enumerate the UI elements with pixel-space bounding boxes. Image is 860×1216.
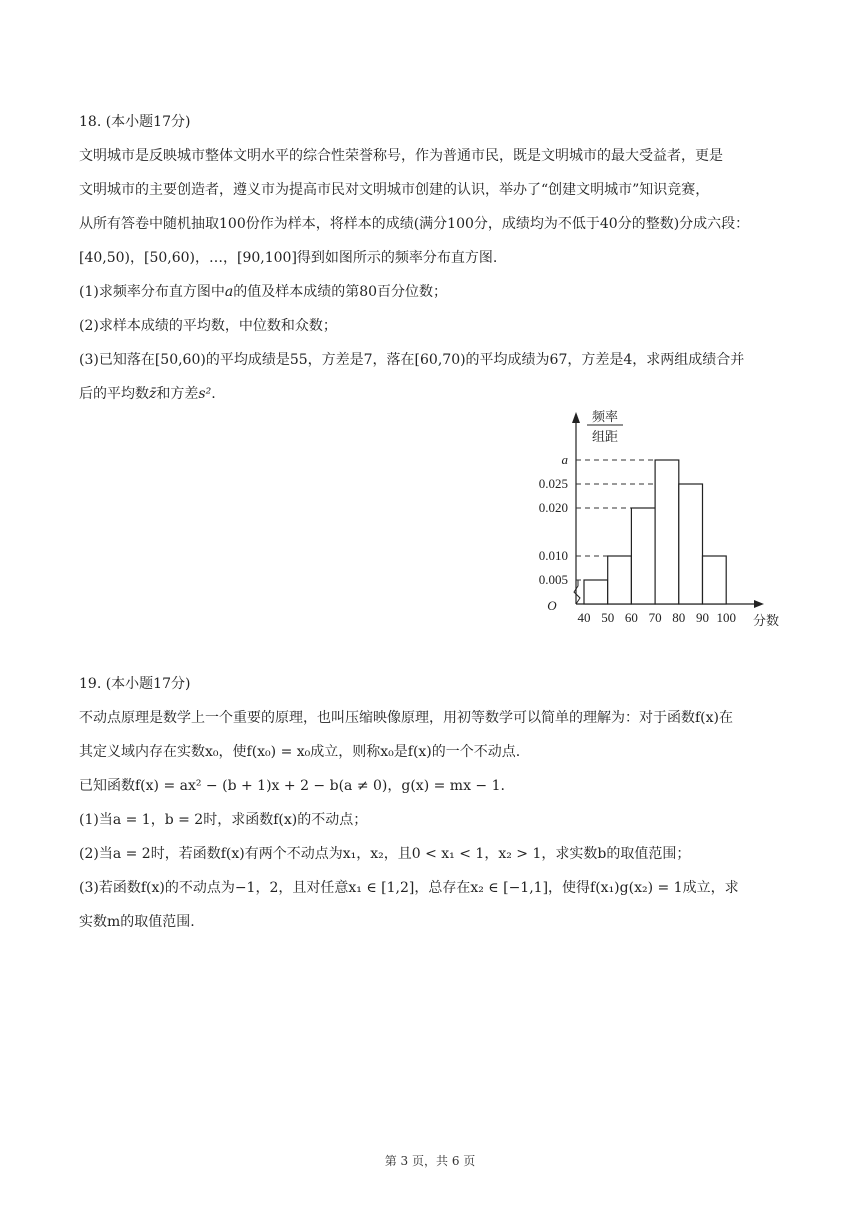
histogram-bar-70-80 <box>655 460 679 604</box>
histogram-bar-80-90 <box>679 484 703 604</box>
q18-paragraph-line-2: 文明城市的主要创造者，遵义市为提高市民对文明城市创建的认识，举办了“创建文明城市”知识竞赛， <box>79 182 710 198</box>
x-tick-label-50: 50 <box>601 610 615 625</box>
y-tick-label-5: a <box>561 452 568 467</box>
q18-s3-text-c: 和方差 <box>156 386 199 402</box>
q18-s3-text-b: 后的平均数 <box>79 386 149 402</box>
x-tick-label-90: 90 <box>696 610 709 625</box>
q18-paragraph-line-3: 从所有答卷中随机抽取100份作为样本，将样本的成绩(满分100分，成绩均为不低于40分的整数)分成六段： <box>79 216 750 232</box>
x-axis-arrow <box>754 600 764 608</box>
q19-paragraph-line-1: 不动点原理是数学上一个重要的原理，也叫压缩映像原理，用初等数学可以简单的理解为：对于函数f(x)在 <box>79 710 733 726</box>
histogram-bar-50-60 <box>608 556 632 604</box>
q18-s3-text-d: . <box>211 386 216 402</box>
q18-paragraph-line-4: [40,50)，[50,60)，…，[90,100]得到如图所示的频率分布直方图. <box>79 250 498 266</box>
q19-subquestion-3-line-2: 实数m的取值范围. <box>79 914 195 930</box>
y-label-bottom: 组距 <box>591 429 619 444</box>
y-tick-label-3: 0.020 <box>538 500 568 515</box>
y-axis-arrow <box>572 412 580 423</box>
frequency-histogram <box>512 400 792 640</box>
histogram-bar-60-70 <box>631 508 655 604</box>
q18-subquestion-2: (2)求样本成绩的平均数，中位数和众数； <box>79 318 337 334</box>
x-tick-label-80: 80 <box>672 610 686 625</box>
y-tick-label-2: 0.010 <box>538 548 568 563</box>
y-label-top: 频率 <box>591 409 619 424</box>
origin-label: O <box>547 598 557 613</box>
q18-s1-variable: a <box>224 284 234 300</box>
q18-s1-text-b: 的值及样本成绩的第80百分位数； <box>233 284 448 300</box>
page-number-footer: 第 3 页，共 6 页 <box>384 1154 476 1168</box>
x-tick-label-40: 40 <box>577 610 591 625</box>
q18-subquestion-3-line-2 <box>79 384 216 404</box>
x-tick-label-60: 60 <box>624 610 638 625</box>
q18-s1-text-a: (1)求频率分布直方图中 <box>79 284 225 300</box>
q18-paragraph-line-1: 文明城市是反映城市整体文明水平的综合性荣誉称号，作为普通市民，既是文明城市的最大受益者，更是 <box>79 148 723 164</box>
q18-subquestion-3-line-1: (3)已知落在[50,60)的平均成绩是55，方差是7，落在[60,70)的平均成绩为67，方差是4，求两组成绩合并 <box>79 352 745 368</box>
y-tick-label-4: 0.025 <box>538 476 568 491</box>
q18-s3-zbar: z̄ <box>149 386 157 402</box>
q19-subquestion-2: (2)当a = 2时，若函数f(x)有两个不动点为x₁，x₂，且0 < x₁ < 1，x₂ > 1，求实数b的取值范围； <box>79 846 691 862</box>
x-tick-label-100: 100 <box>716 610 736 625</box>
x-axis-label: 分数 <box>752 613 780 628</box>
y-tick-label-1: 0.005 <box>538 572 568 587</box>
q19-subquestion-1: (1)当a = 1，b = 2时，求函数f(x)的不动点； <box>79 812 368 828</box>
q18-subquestion-1 <box>79 282 447 302</box>
histogram-bar-90-100 <box>703 556 727 604</box>
histogram-bar-40-50 <box>584 580 608 604</box>
q18-s3-s-squared: s² <box>198 386 212 402</box>
axis-break-mark <box>574 580 580 604</box>
q18-heading: 18. (本小题17分) <box>79 114 191 130</box>
q19-heading: 19. (本小题17分) <box>79 676 191 692</box>
x-tick-label-70: 70 <box>648 610 662 625</box>
q19-subquestion-3-line-1: (3)若函数f(x)的不动点为−1，2，且对任意x₁ ∈ [1,2]，总存在x₂ ∈ [−1,1]，使得f(x₁)g(x₂) = 1成立，求 <box>79 880 739 896</box>
q19-paragraph-line-2: 其定义域内存在实数x₀，使f(x₀) = x₀成立，则称x₀是f(x)的一个不动点. <box>79 744 521 760</box>
q19-function-definition: 已知函数f(x) = ax² − (b + 1)x + 2 − b(a ≠ 0)，g(x) = mx − 1. <box>79 778 505 794</box>
